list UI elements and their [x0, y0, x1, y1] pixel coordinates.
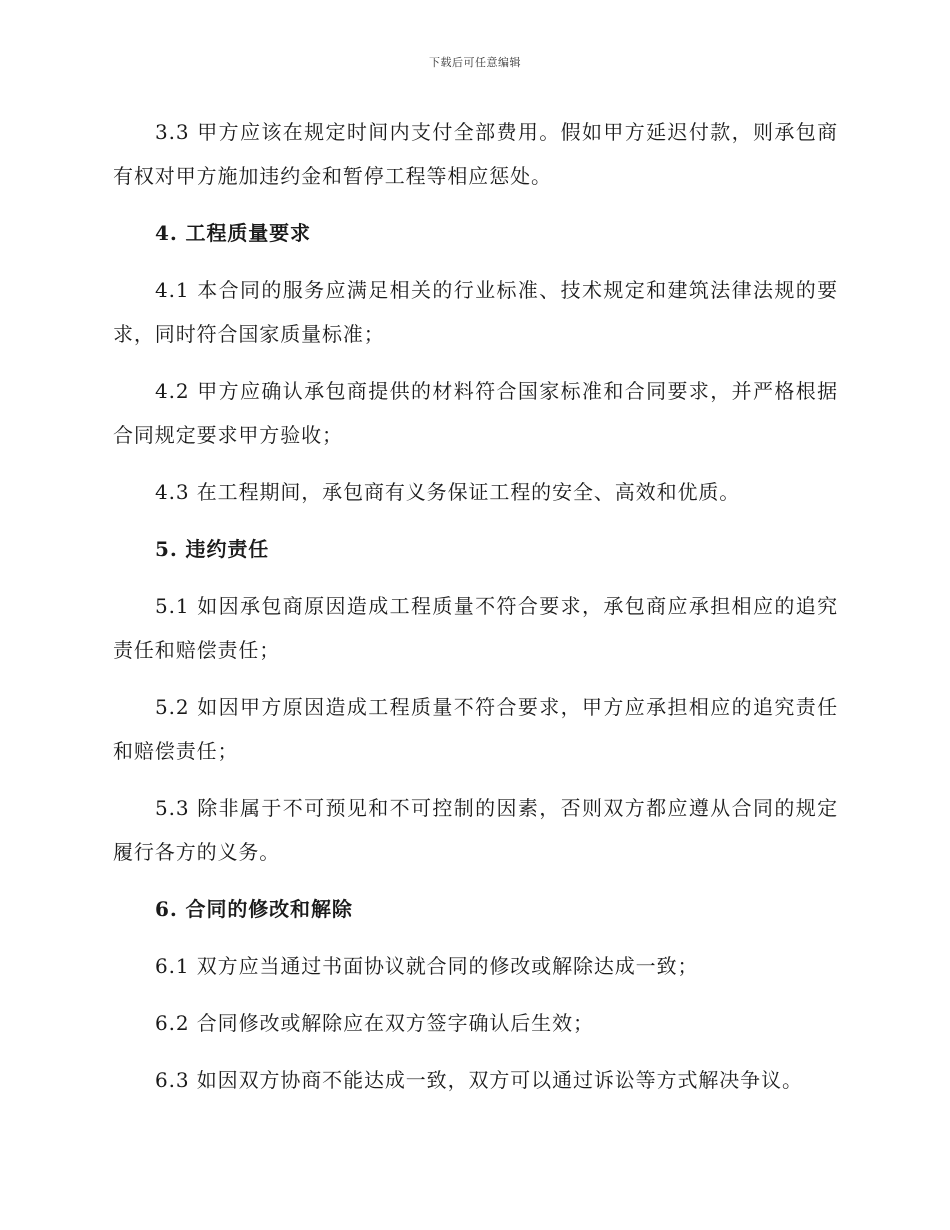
section-heading-4: 4. 工程质量要求 [155, 221, 311, 245]
clause-5-1: 5.1 如因承包商原因造成工程质量不符合要求，承包商应承担相应的追究责任和赔偿责任； [113, 594, 838, 662]
clause-4-2: 4.2 甲方应确认承包商提供的材料符合国家标准和合同要求，并严格根据合同规定要求甲方验收； [113, 379, 838, 447]
section-heading-5: 5. 违约责任 [155, 537, 270, 561]
clause-5-3: 5.3 除非属于不可预见和不可控制的因素，否则双方都应遵从合同的规定履行各方的义务。 [113, 796, 838, 864]
document-body [113, 110, 838, 1115]
clause-6-1: 6.1 双方应当通过书面协议就合同的修改或解除达成一致； [155, 954, 699, 978]
page-header: 下载后可任意编辑 [429, 56, 521, 69]
clause-5-2: 5.2 如因甲方原因造成工程质量不符合要求，甲方应承担相应的追究责任和赔偿责任； [113, 695, 838, 763]
clause-3-3: 3.3 甲方应该在规定时间内支付全部费用。假如甲方延迟付款，则承包商有权对甲方施加违约金和暂停工程等相应惩处。 [113, 120, 838, 188]
section-heading-6: 6. 合同的修改和解除 [155, 897, 353, 921]
clause-6-3: 6.3 如因双方协商不能达成一致，双方可以通过诉讼等方式解决争议。 [155, 1068, 803, 1092]
clause-4-1: 4.1 本合同的服务应满足相关的行业标准、技术规定和建筑法律法规的要求，同时符合国家质量标准； [113, 278, 838, 346]
clause-4-3: 4.3 在工程期间，承包商有义务保证工程的安全、高效和优质。 [155, 480, 741, 504]
clause-6-2: 6.2 合同修改或解除应在双方签字确认后生效； [155, 1011, 594, 1035]
